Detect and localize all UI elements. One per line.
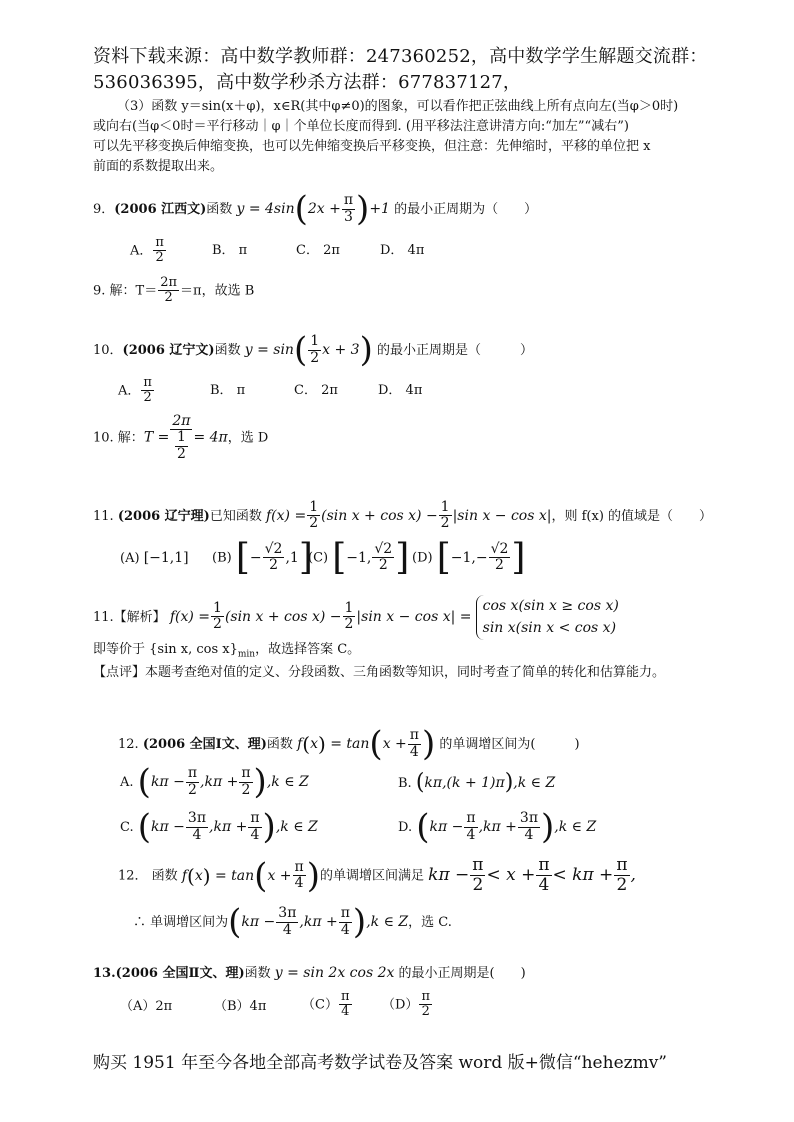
q11-option-c: (C) [−1, $\frac{√2}{2}$ ] [308,537,410,578]
q10-source: (2006 辽宁文) [122,343,215,358]
q11-number: 11. [93,508,114,524]
q12-post: 的单调增区间为( ) [439,737,580,752]
q11-option-d: (D) [−1,− $\frac{√2}{2}$ ] [412,537,526,578]
q13-number: 13. [93,966,116,981]
q12-option-a: A. (kπ − $\frac{\pi}{2}$ ,kπ + $\frac{\pi}{2}$ ),k ∈ Z [120,762,309,802]
q13-options [120,990,433,1020]
question-10 [93,330,533,370]
q9-pre: 函数 [206,202,233,217]
q11-option-b: (B) [− $\frac{√2}{2}$ ,1] [212,537,313,578]
q12-answer-line-1: 12． 函数 f(x) = tan(x + $\frac{\pi}{4}$ )的单调增区间满足 kπ − $\frac{\pi}{2}$ < x + $\frac{\pi}{4}$ < kπ + $\frac{\pi}{2}$ , [118,855,636,896]
q11-pre: 已知函数 [209,508,262,524]
q10-option-a: A． $\frac{\pi}{2}$ [118,375,152,406]
q9-option-b: B． π [212,243,248,259]
q13-option-c: （C） $\frac{\pi}{4}$ [302,989,350,1020]
header-line-1: 资料下载来源：高中数学教师群：247360252，高中数学学生解题交流群： [93,46,708,67]
q9-option-c: C． 2π [296,243,340,259]
q10-option-b: B． π [210,383,246,399]
q11-option-a: (A) [−1,1] [120,549,189,566]
q11-formula: f(x) = $\frac{1}{2}$ (sin x + cos x) − $\frac{1}{2}$ |sin x − cos x| [266,499,552,532]
question-9 [93,189,538,229]
q11-post: ，则 f(x) 的值域是（ ） [551,508,713,524]
q9-number: 9． [93,202,115,217]
q12-option-c: C. (kπ − $\frac{3\pi}{4}$ ,kπ + $\frac{\pi}{4}$ ),k ∈ Z [120,807,318,847]
q13-formula: y = sin 2x cos 2x [274,965,395,981]
q10-option-d: D． 4π [378,383,423,399]
q10-formula: y = sin( $\frac{1}{2}$ x + 3) [244,330,373,370]
q13-option-b: （B）4π [214,999,267,1015]
q10-post: 的最小正周期是（ ） [376,343,533,358]
intro-line-1: （3）函数 y＝sin(x＋φ)，x∈R(其中φ≠0)的图象，可以看作把正弦曲线上所有点向左(当φ＞0时) [117,99,679,114]
intro-line-4: 前面的系数提取出来。 [93,159,224,174]
header-line-2: 536036395，高中数学秒杀方法群：677837127， [93,72,522,93]
q11-conclusion: 即等价于 {sin x, $\cos x\}_{min}$，故选择答案 C。 [93,642,361,660]
q12-number: 12. [118,737,139,752]
q9-source: (2006 江西文) [114,202,207,217]
q10-options [118,376,422,406]
q10-pre: 函数 [214,343,241,358]
q9-option-d: D． 4π [380,243,425,259]
intro-line-2: 或向右(当φ＜0时＝平行移动｜φ｜个单位长度而得到. (用平移法注意讲清方向:“加左”“减右”) [93,119,629,134]
q13-option-a: （A）2π [120,999,173,1015]
q12-answer-line-2: ∴ 单调增区间为(kπ − $\frac{3\pi}{4}$ ,kπ + $\frac{\pi}{4}$ ),k ∈ Z，选 C. [133,902,452,942]
q12-formula: f(x) = tan(x + $\frac{\pi}{4}$ ) [297,724,436,764]
question-11 [93,500,712,532]
q9-options [130,236,424,266]
q9-formula: y = 4sin(2x + $\frac{\pi}{3}$ )+1 [236,189,390,229]
footer-note: 购买 1951 年至今各地全部高考数学试卷及答案 word 版+微信“hehezmv” [93,1053,667,1073]
q13-source: (2006 全国Ⅱ文、理) [115,966,245,981]
q12-pre: 函数 [266,737,293,752]
q9-answer: 9. 解：T＝ $\frac{2\pi}{2}$ ＝π，故选 B [93,275,255,306]
q11-options [120,537,526,578]
q13-post: 的最小正周期是( ) [398,966,526,981]
q11-analysis: 11.【解析】 f(x) = $\frac{1}{2}$ (sin x + cos x) − $\frac{1}{2}$ |sin x − cos x| = cos x(sin x ≥ cos x) sin x(sin x < cos x) [93,595,619,640]
q10-option-c: C． 2π [294,383,338,399]
q12-source: (2006 全国Ⅰ文、理) [142,737,267,752]
q12-option-b: B. (kπ,(k + 1)π),k ∈ Z [398,770,556,795]
q12-option-d: D. (kπ − $\frac{\pi}{4}$ ,kπ + $\frac{3\pi}{4}$ ),k ∈ Z [398,807,597,847]
q10-answer: 10. 解：T = $\frac{2\pi}{\frac{1}{2}}$ = 4π，选 D [93,413,269,462]
q13-pre: 函数 [244,966,271,981]
question-12 [118,724,580,764]
intro-line-3: 可以先平移变换后伸缩变换，也可以先伸缩变换后平移变换，但注意：先伸缩时，平移的单位把 x [93,139,651,154]
q10-number: 10． [93,343,123,358]
q11-source: (2006 辽宁理) [117,508,210,524]
q11-comment: 【点评】本题考查绝对值的定义、分段函数、三角函数等知识，同时考查了简单的转化和估算能力。 [93,665,666,680]
q9-post: 的最小正周期为（ ） [394,202,538,217]
question-13 [93,962,526,981]
q13-option-d: （D） $\frac{\pi}{2}$ [382,989,430,1020]
q9-option-a: A． $\frac{\pi}{2}$ [130,235,164,266]
